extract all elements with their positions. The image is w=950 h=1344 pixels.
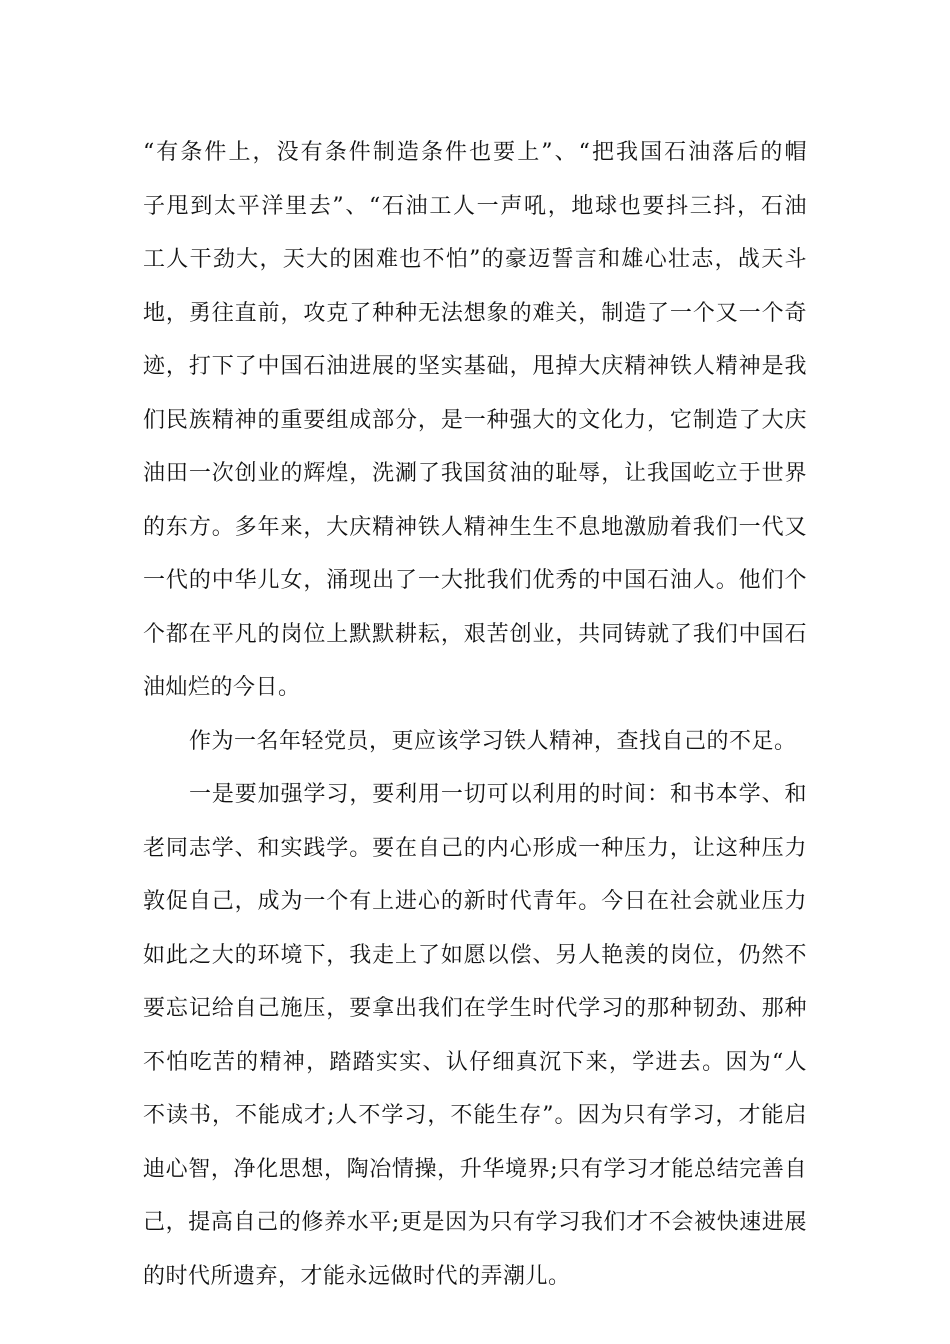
paragraph-first-line: 一是要加强学习，要利用一切可以利用的时间：和书本学、和 [189, 782, 807, 807]
text-line: 地，勇往直前，攻克了种种无法想象的难关，制造了一个又一个奇 [143, 300, 807, 326]
text-line: 油田一次创业的辉煌，洗涮了我国贫油的耻辱，让我国屹立于世界 [143, 461, 807, 486]
text-line: 个都在平凡的岗位上默默耕耘，艰苦创业，共同铸就了我们中国石 [143, 621, 807, 647]
text-line: “有条件上，没有条件制造条件也要上”、“把我国石油落后的帽 [143, 140, 807, 165]
paragraph-first-line: 作为一名年轻党员，更应该学习铁人精神，查找自己的不足。 [189, 728, 797, 754]
text-line: 要忘记给自己施压，要拿出我们在学生时代学习的那种韧劲、那种 [143, 996, 807, 1021]
text-line: 如此之大的环境下，我走上了如愿以偿、另人艳羡的岗位，仍然不 [143, 942, 807, 968]
text-line: 们民族精神的重要组成部分，是一种强大的文化力，它制造了大庆 [143, 407, 807, 433]
text-line: 不怕吃苦的精神，踏踏实实、认仔细真沉下来，学进去。因为“人 [143, 1049, 807, 1075]
text-line: 的东方。多年来，大庆精神铁人精神生生不息地激励着我们一代又 [143, 514, 807, 540]
text-line: 一代的中华儿女，涌现出了一大批我们优秀的中国石油人。他们个 [143, 568, 807, 593]
text-line: 的时代所遗弃，才能永远做时代的弄潮儿。 [143, 1263, 571, 1289]
text-line: 工人干劲大，天大的困难也不怕”的豪迈誓言和雄心壮志，战天斗 [143, 247, 807, 272]
text-line: 老同志学、和实践学。要在自己的内心形成一种压力，让这种压力 [143, 835, 807, 861]
text-line: 迪心智，净化思想，陶冶情操，升华境界;只有学习才能总结完善自 [143, 1156, 807, 1182]
body-text [143, 126, 807, 1303]
text-line: 不读书，不能成才;人不学习，不能生存”。因为只有学习，才能启 [143, 1103, 807, 1128]
text-line: 油灿烂的今日。 [143, 675, 301, 700]
text-line: 子甩到太平洋里去”、“石油工人一声吼，地球也要抖三抖，石油 [143, 193, 807, 219]
text-line: 己，提高自己的修养水平;更是因为只有学习我们才不会被快速进展 [143, 1210, 807, 1235]
text-line: 迹，打下了中国石油进展的坚实基础，甩掉大庆精神铁人精神是我 [143, 354, 807, 379]
text-line: 敦促自己，成为一个有上进心的新时代青年。今日在社会就业压力 [143, 889, 807, 914]
